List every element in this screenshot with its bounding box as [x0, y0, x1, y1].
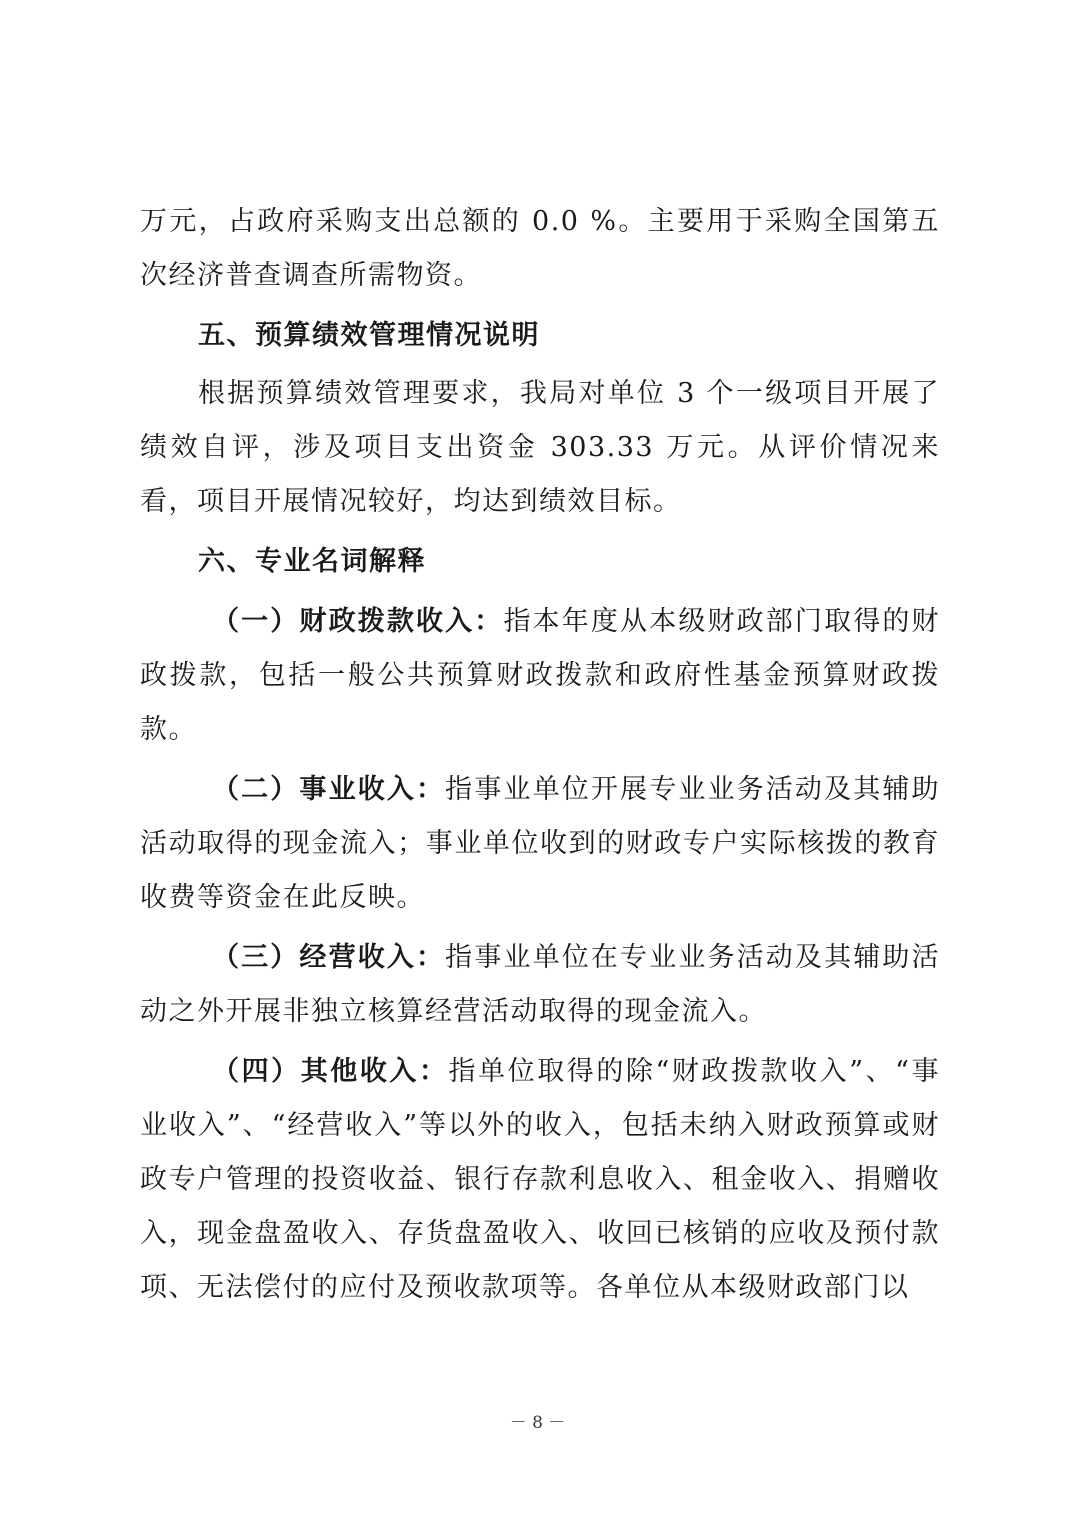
glossary-item-operating-income [140, 931, 940, 1039]
page-number: － 8 － [509, 1413, 566, 1433]
glossary-definition: 指事业单位在专业业务活动及其辅助活动之外开展非独立核算经营活动取得的现金流入。 [140, 942, 941, 1027]
glossary-term: （二）事业收入： [212, 774, 446, 805]
paragraph-performance: 根据预算绩效管理要求，我局对单位 3 个一级项目开展了绩效自评，涉及项目支出资金 303.33 万元。从评价情况来看，项目开展情况较好，均达到绩效目标。 [140, 378, 940, 517]
page-body [140, 195, 940, 1315]
glossary-item-other-income [140, 1045, 940, 1315]
section-heading-performance: 五、预算绩效管理情况说明 [198, 320, 540, 351]
paragraph-procurement: 万元，占政府采购支出总额的 0.0 %。主要用于采购全国第五次经济普查调查所需物资。 [140, 206, 940, 291]
glossary-term: （三）经营收入： [212, 942, 446, 973]
glossary-term: （一）财政拨款收入： [212, 606, 504, 637]
glossary-item-business-income [140, 763, 940, 925]
glossary-item-fiscal-appropriation [140, 595, 940, 757]
glossary-definition: 指事业单位开展专业业务活动及其辅助活动取得的现金流入；事业单位收到的财政专户实际核拨的教育收费等资金在此反映。 [140, 774, 941, 913]
section-heading-glossary: 六、专业名词解释 [198, 546, 426, 577]
glossary-definition: 指本年度从本级财政部门取得的财政拨款，包括一般公共预算财政拨款和政府性基金预算财政拨款。 [140, 606, 941, 745]
glossary-term: （四）其他收入： [212, 1056, 449, 1087]
glossary-definition: 指单位取得的除“财政拨款收入”、“事业收入”、“经营收入”等以外的收入，包括未纳入财政预算或财政专户管理的投资收益、银行存款利息收入、租金收入、捐赠收入，现金盘盈收入、存货盘盈收入、收回已核销的应收及预付款项、无法偿付的应付及预收款项等。各单位从本级财政部门以 [140, 1056, 940, 1303]
